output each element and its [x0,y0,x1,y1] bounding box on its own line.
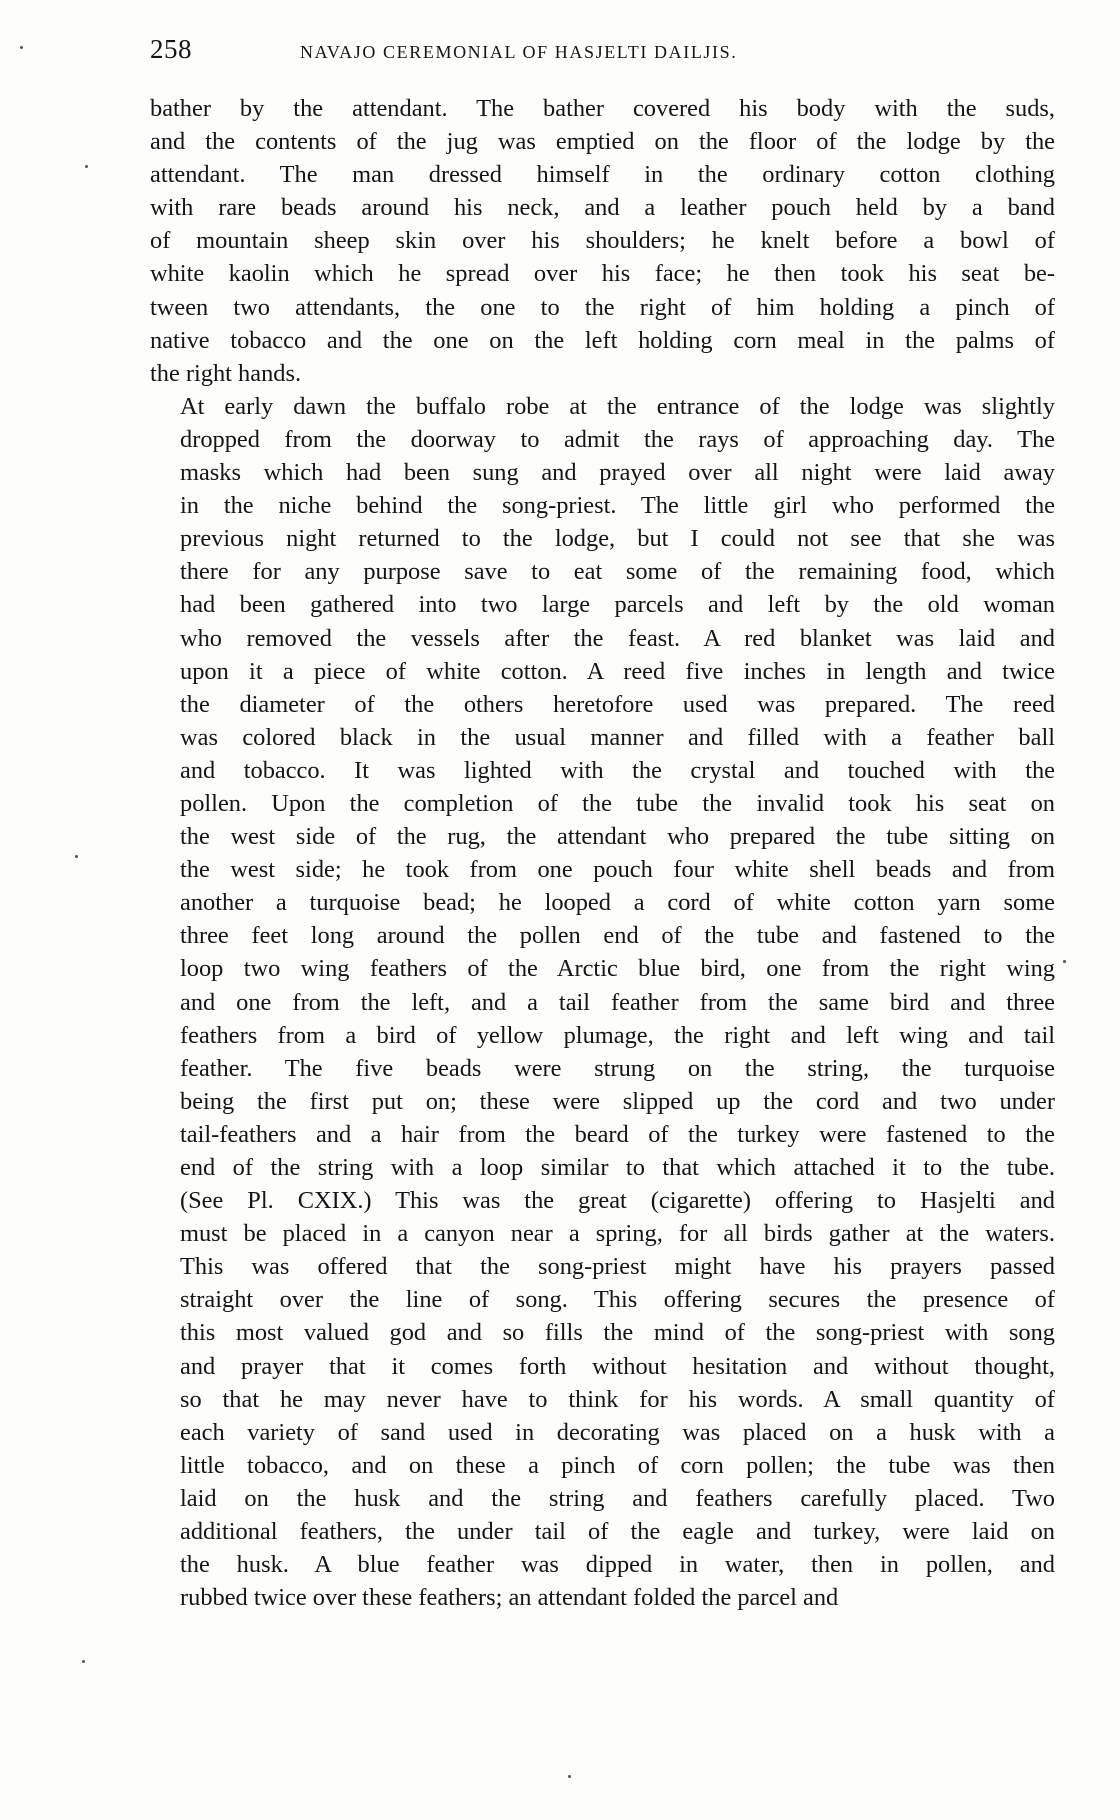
page-header [150,34,1050,74]
text-line: must be placed in a canyon near a spring, for all birds gather at the waters. [180,1220,1055,1248]
text-line: white kaolin which he spread over his face; he then took his seat be- [150,260,1055,288]
scan-speck [85,165,88,168]
scan-speck [82,1660,85,1663]
text-line: so that he may never have to think for his words. A small quantity of [180,1385,1055,1413]
text-line: and prayer that it comes forth without hesitation and without thought, [180,1352,1055,1380]
text-line: three feet long around the pollen end of the tube and fastened to the [180,922,1055,950]
text-line: and the contents of the jug was emptied on the floor of the lodge by the [150,128,1055,156]
text-line: additional feathers, the under tail of the eagle and turkey, were laid on [180,1518,1055,1546]
text-line: tail-feathers and a hair from the beard of the turkey were fastened to the [180,1120,1055,1148]
text-line: with rare beads around his neck, and a leather pouch held by a band [150,194,1055,222]
text-line: this most valued god and so fills the mind of the song-priest with song [180,1319,1055,1347]
text-line: the diameter of the others heretofore used was prepared. The reed [180,690,1055,718]
body-text [150,92,1055,1614]
text-line: feathers from a bird of yellow plumage, the right and left wing and tail [180,1021,1055,1049]
text-line: another a turquoise bead; he looped a cord of white cotton yarn some [180,889,1055,917]
text-line: in the niche behind the song-priest. The little girl who performed the [180,492,1055,520]
text-line: attendant. The man dressed himself in the ordinary cotton clothing [150,161,1055,189]
text-line: the right hands. [150,359,302,387]
scan-speck [568,1775,571,1778]
scan-speck [1063,960,1066,963]
text-line: little tobacco, and on these a pinch of corn pollen; the tube was then [180,1451,1055,1479]
text-line: This was offered that the song-priest might have his prayers passed [180,1253,1055,1281]
paragraph-1 [150,92,1055,390]
text-line: loop two wing feathers of the Arctic blue bird, one from the right wing [180,955,1055,983]
text-line: there for any purpose save to eat some of the remaining food, which [180,558,1055,586]
text-line: the west side; he took from one pouch four white shell beads and from [180,856,1055,884]
text-line: end of the string with a loop similar to that which attached it to the tube. [180,1154,1055,1181]
text-line: who removed the vessels after the feast. A red blanket was laid and [180,624,1055,652]
text-line: straight over the line of song. This offering secures the presence of [180,1286,1055,1314]
paragraph-2 [150,390,1055,1614]
text-line: (See Pl. CXIX.) This was the great (cigarette) offering to Hasjelti and [180,1187,1055,1215]
text-line: bather by the attendant. The bather covered his body with the suds, [150,95,1055,122]
text-line: the west side of the rug, the attendant who prepared the tube sitting on [180,823,1055,851]
scan-speck [75,855,78,858]
text-line: rubbed twice over these feathers; an attendant folded the parcel and [180,1584,839,1612]
text-line: of mountain sheep skin over his shoulders; he knelt before a bowl of [150,227,1055,255]
text-line: upon it a piece of white cotton. A reed five inches in length and twice [180,657,1055,685]
text-line: At early dawn the buffalo robe at the entrance of the lodge was slightly [180,392,1055,420]
text-line: previous night returned to the lodge, but I could not see that she was [180,525,1055,553]
text-line: being the first put on; these were slipped up the cord and two under [180,1087,1055,1115]
text-line: had been gathered into two large parcels and left by the old woman [180,591,1055,619]
text-line: tween two attendants, the one to the right of him holding a pinch of [150,293,1055,321]
text-line: was colored black in the usual manner and filled with a feather ball [180,723,1055,751]
text-line: laid on the husk and the string and feathers carefully placed. Two [180,1484,1055,1512]
running-head: NAVAJO CEREMONIAL OF HASJELTI DAILJIS. [300,42,738,62]
text-line: feather. The five beads were strung on the string, the turquoise [180,1054,1055,1082]
text-line: native tobacco and the one on the left holding corn meal in the palms of [150,326,1055,354]
text-line: each variety of sand used in decorating was placed on a husk with a [180,1418,1055,1446]
text-line: and tobacco. It was lighted with the crystal and touched with the [180,756,1055,784]
text-line: dropped from the doorway to admit the rays of approaching day. The [180,425,1055,453]
page-number: 258 [150,34,192,64]
text-line: pollen. Upon the completion of the tube the invalid took his seat on [180,789,1055,817]
scan-speck [20,46,23,49]
text-line: and one from the left, and a tail feather from the same bird and three [180,988,1055,1016]
text-line: the husk. A blue feather was dipped in water, then in pollen, and [180,1551,1055,1579]
text-line: masks which had been sung and prayed over all night were laid away [180,459,1055,487]
